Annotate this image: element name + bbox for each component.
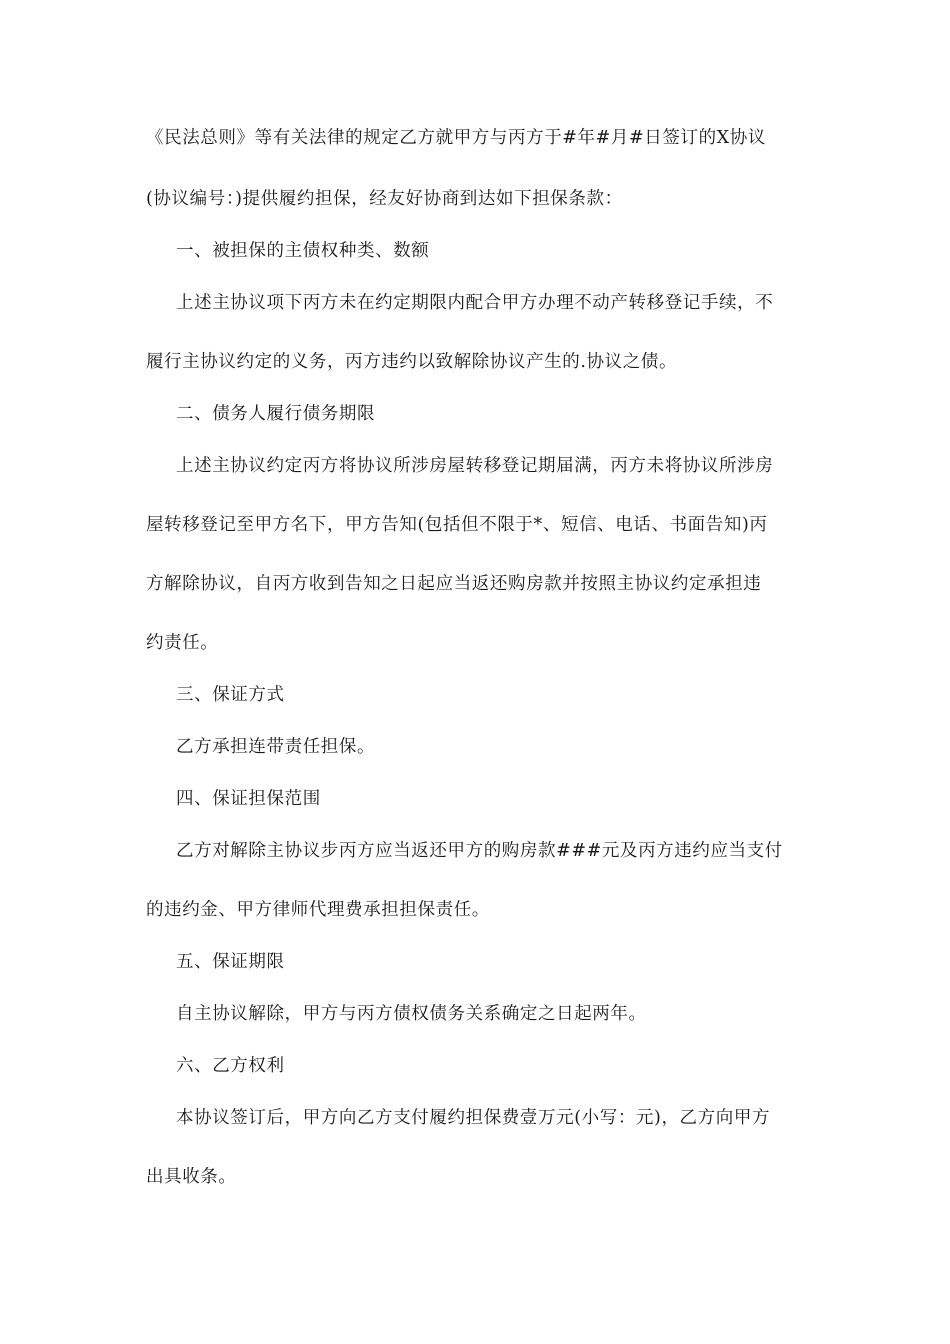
section-heading: 三、保证方式 (176, 685, 285, 705)
paragraph-line: 上述主协议约定丙方将协议所涉房屋转移登记期届满，丙方未将协议所涉房 (176, 456, 774, 476)
paragraph-line: 乙方承担连带责任担保。 (176, 737, 376, 757)
paragraph-line: 的违约金、甲方律师代理费承担担保责任。 (146, 900, 490, 920)
paragraph-line: 乙方对解除主协议步丙方应当返还甲方的购房款###元及丙方违约应当支付 (176, 841, 783, 861)
section-heading: 二、债务人履行债务期限 (176, 404, 376, 424)
section-heading: 四、保证担保范围 (176, 789, 321, 809)
paragraph-line: 出具收条。 (146, 1167, 237, 1187)
paragraph-line: 屋转移登记至甲方名下，甲方告知(包括但不限于*、短信、电话、书面告知)丙 (146, 515, 768, 535)
paragraph-line: 方解除协议，自丙方收到告知之日起应当返还购房款并按照主协议约定承担违 (146, 574, 762, 594)
section-heading: 一、被担保的主债权种类、数额 (176, 241, 430, 261)
section-heading: 五、保证期限 (176, 952, 285, 972)
paragraph-line: 本协议签订后，甲方向乙方支付履约担保费壹万元(小写：元)，乙方向甲方 (176, 1108, 771, 1128)
paragraph-line: 《民法总则》等有关法律的规定乙方就甲方与丙方于#年#月#日签订的X协议 (146, 128, 766, 148)
paragraph-line: 履行主协议约定的义务，丙方违约以致解除协议产生的.协议之债。 (146, 352, 678, 372)
paragraph-line: 约责任。 (146, 633, 219, 653)
paragraph-line: (协议编号：)提供履约担保，经友好协商到达如下担保条款： (146, 189, 623, 209)
paragraph-line: 自主协议解除，甲方与丙方债权债务关系确定之日起两年。 (176, 1004, 647, 1024)
section-heading: 六、乙方权利 (176, 1056, 285, 1076)
paragraph-line: 上述主协议项下丙方未在约定期限内配合甲方办理不动产转移登记手续，不 (176, 293, 774, 313)
